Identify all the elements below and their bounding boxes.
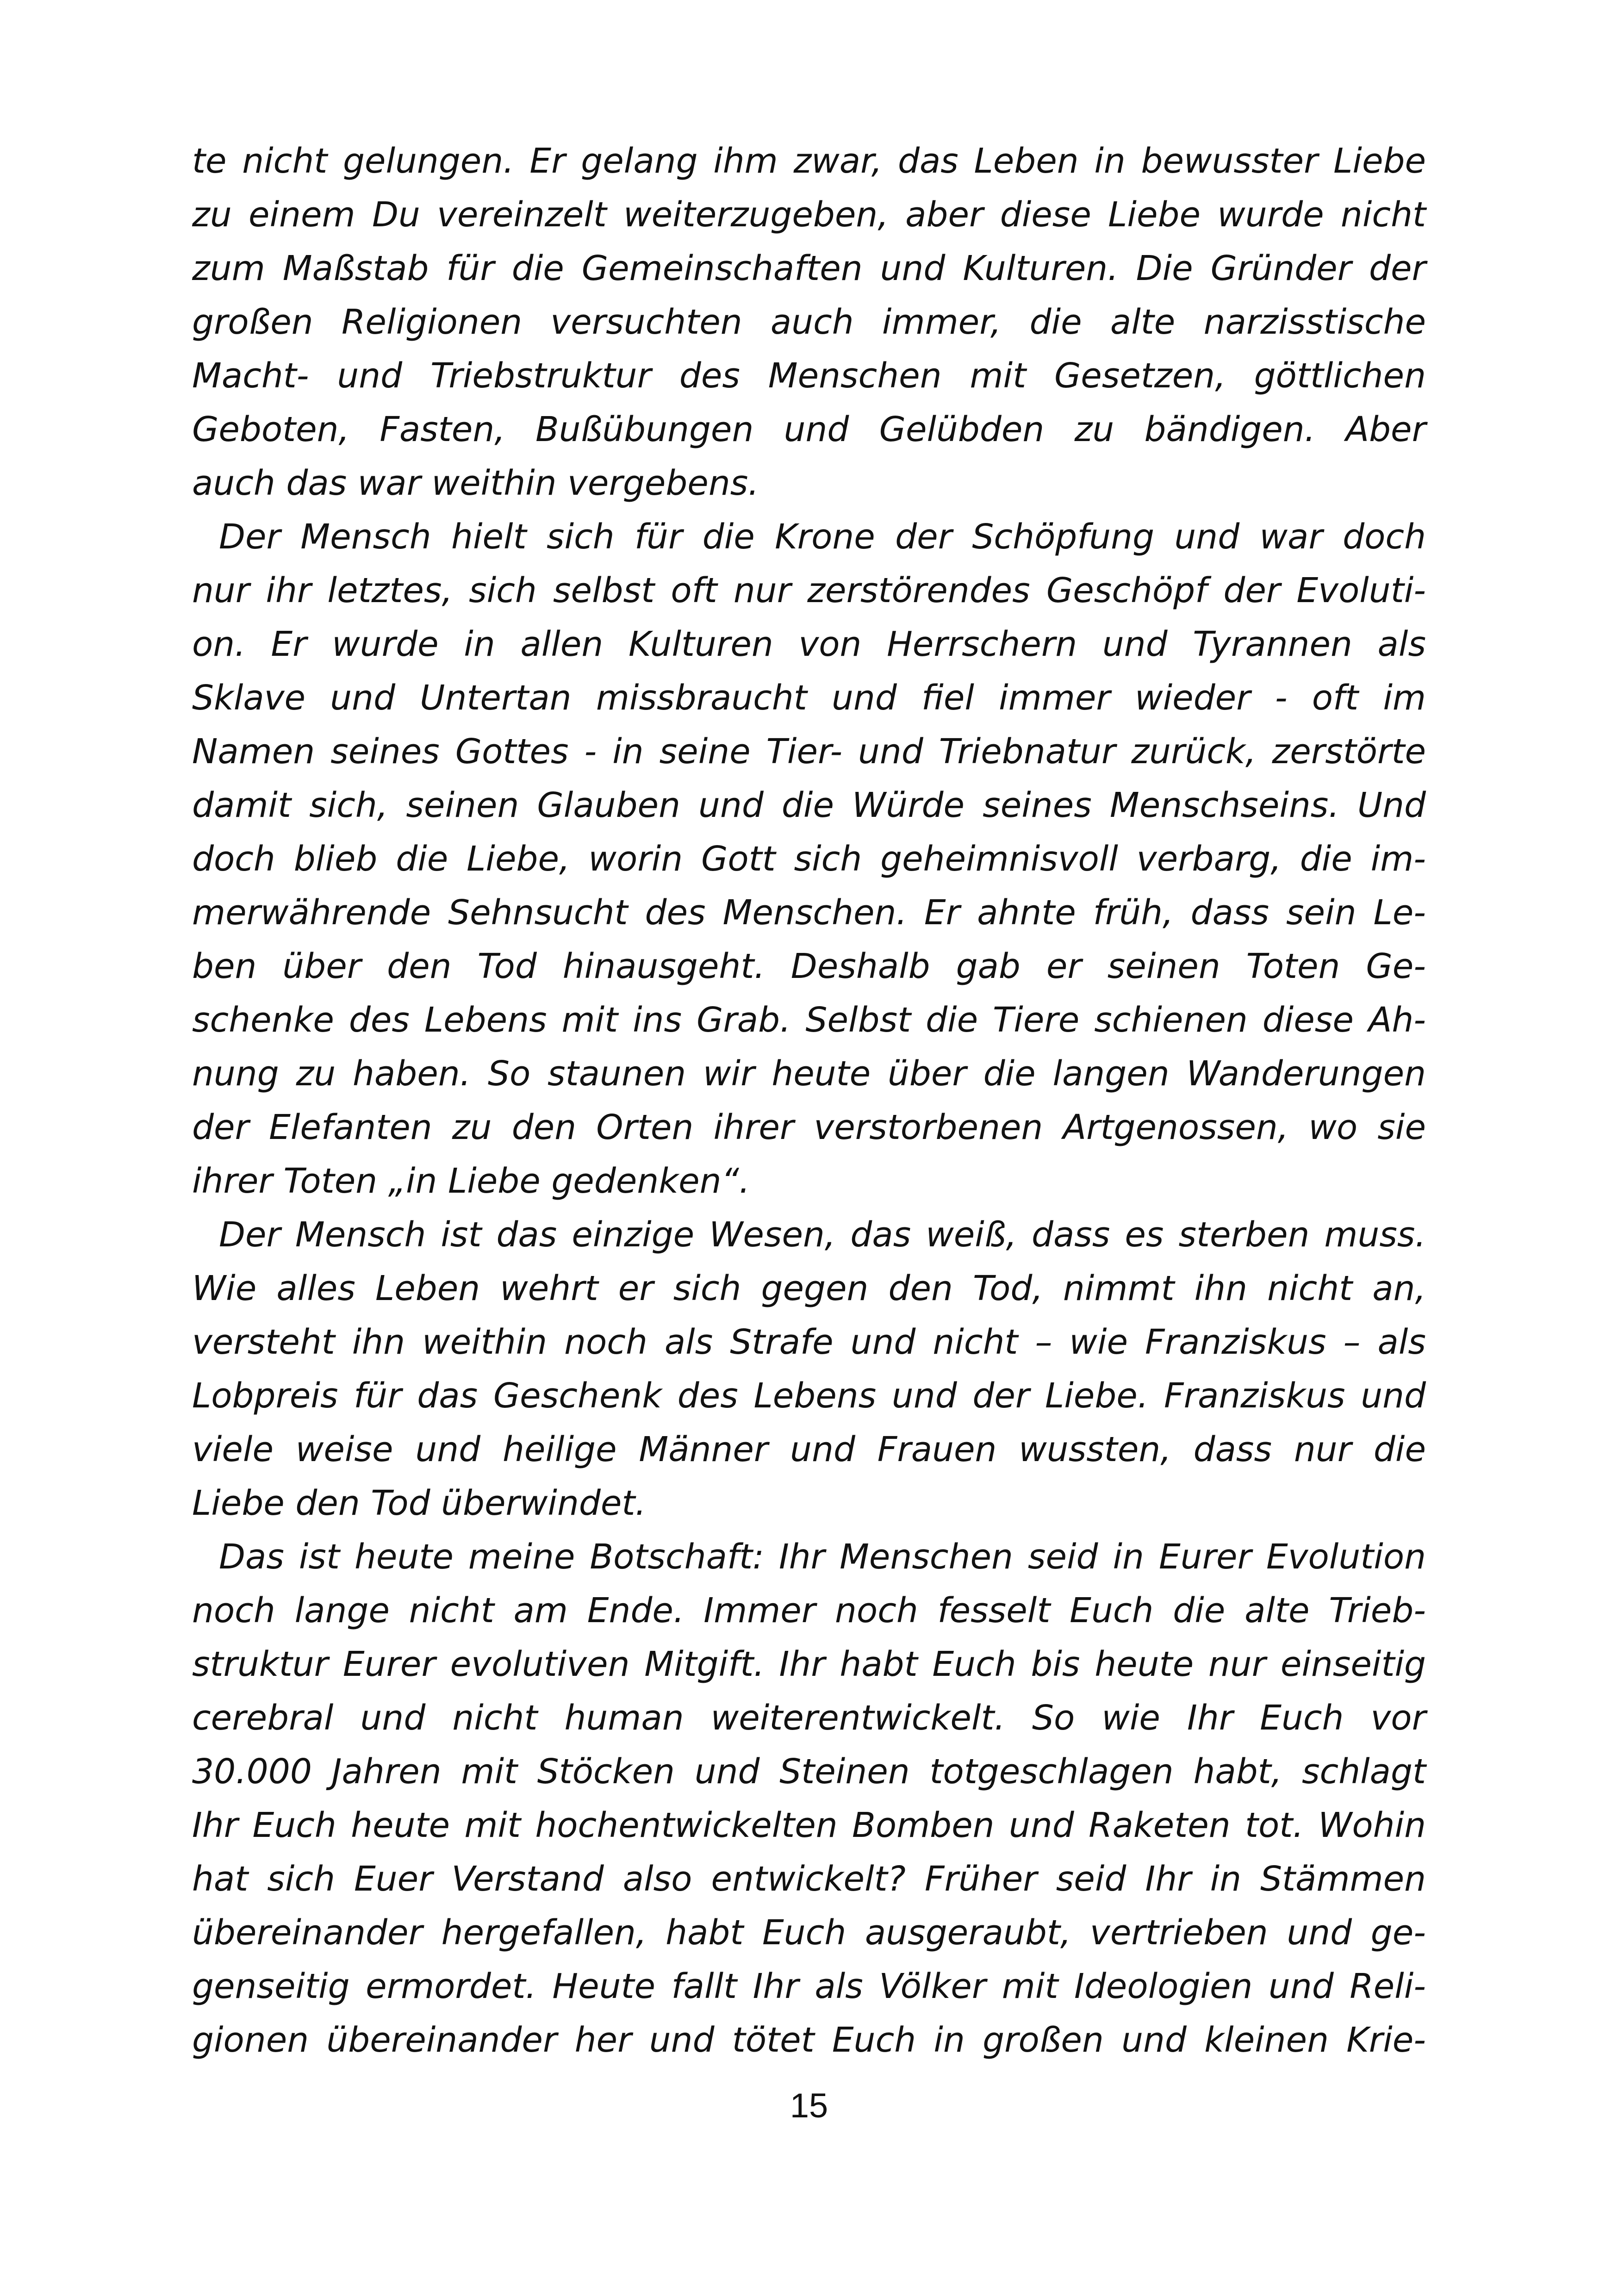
text-line: damit sich, seinen Glauben und die Würde seines Menschseins. Und bbox=[192, 785, 1426, 825]
text-line: genseitig ermordet. Heute fallt Ihr als Völker mit Ideologien und Reli- bbox=[192, 1966, 1426, 2006]
text-line: schenke des Lebens mit ins Grab. Selbst die Tiere schienen diese Ah- bbox=[192, 1000, 1426, 1040]
text-line: Macht- und Triebstruktur des Menschen mit Gesetzen, göttlichen bbox=[192, 356, 1426, 396]
paragraph-first-line: Das ist heute meine Botschaft: Ihr Menschen seid in Eurer Evolution bbox=[219, 1537, 1426, 1577]
paragraph-first-line: Der Mensch hielt sich für die Krone der Schöpfung und war doch bbox=[219, 517, 1426, 557]
page-number: 15 bbox=[790, 2086, 828, 2125]
text-line: viele weise und heilige Männer und Frauen wussten, dass nur die bbox=[192, 1430, 1426, 1469]
text-line: versteht ihn weithin noch als Strafe und nicht – wie Franziskus – als bbox=[192, 1322, 1426, 1362]
text-line: zu einem Du vereinzelt weiterzugeben, aber diese Liebe wurde nicht bbox=[192, 195, 1426, 235]
text-line: doch blieb die Liebe, worin Gott sich geheimnisvoll verbarg, die im- bbox=[192, 839, 1426, 879]
text-line: te nicht gelungen. Er gelang ihm zwar, das Leben in bewusster Liebe bbox=[192, 141, 1426, 181]
text-line: Lobpreis für das Geschenk des Lebens und der Liebe. Franziskus und bbox=[192, 1376, 1426, 1416]
text-line: nur ihr letztes, sich selbst oft nur zerstörendes Geschöpf der Evoluti- bbox=[192, 571, 1426, 610]
text-line: auch das war weithin vergebens. bbox=[192, 463, 759, 503]
text-line: Liebe den Tod überwindet. bbox=[192, 1483, 646, 1523]
text-line: gionen übereinander her und tötet Euch in großen und kleinen Krie- bbox=[192, 2020, 1426, 2060]
text-line: on. Er wurde in allen Kulturen von Herrschern und Tyrannen als bbox=[192, 624, 1426, 664]
text-line: zum Maßstab für die Gemeinschaften und Kulturen. Die Gründer der bbox=[192, 249, 1426, 288]
text-line: cerebral und nicht human weiterentwickelt. So wie Ihr Euch vor bbox=[192, 1698, 1426, 1738]
text-line: noch lange nicht am Ende. Immer noch fesselt Euch die alte Trieb- bbox=[192, 1591, 1426, 1630]
text-line: 30.000 Jahren mit Stöcken und Steinen totgeschlagen habt, schlagt bbox=[192, 1752, 1426, 1792]
text-line: merwährende Sehnsucht des Menschen. Er ahnte früh, dass sein Le- bbox=[192, 893, 1426, 933]
paragraph-first-line: Der Mensch ist das einzige Wesen, das weiß, dass es sterben muss. bbox=[219, 1215, 1426, 1255]
text-line: hat sich Euer Verstand also entwickelt? Früher seid Ihr in Stämmen bbox=[192, 1859, 1426, 1899]
text-line: struktur Eurer evolutiven Mitgift. Ihr habt Euch bis heute nur einseitig bbox=[192, 1644, 1426, 1684]
text-line: Wie alles Leben wehrt er sich gegen den Tod, nimmt ihn nicht an, bbox=[192, 1269, 1426, 1308]
text-line: der Elefanten zu den Orten ihrer verstorbenen Artgenossen, wo sie bbox=[192, 1108, 1426, 1147]
text-line: Geboten, Fasten, Bußübungen und Gelübden zu bändigen. Aber bbox=[192, 410, 1426, 449]
text-line: großen Religionen versuchten auch immer, die alte narzisstische bbox=[192, 302, 1426, 342]
text-line: ihrer Toten „in Liebe gedenken“. bbox=[192, 1161, 750, 1201]
text-line: ben über den Tod hinausgeht. Deshalb gab er seinen Toten Ge- bbox=[192, 946, 1426, 986]
text-line: Namen seines Gottes - in seine Tier- und Triebnatur zurück, zerstörte bbox=[192, 732, 1426, 772]
text-line: nung zu haben. So staunen wir heute über die langen Wanderungen bbox=[192, 1054, 1426, 1094]
text-line: Ihr Euch heute mit hochentwickelten Bomben und Raketen tot. Wohin bbox=[192, 1805, 1426, 1845]
text-line: Sklave und Untertan missbraucht und fiel immer wieder - oft im bbox=[192, 678, 1426, 718]
text-line: übereinander hergefallen, habt Euch ausgeraubt, vertrieben und ge- bbox=[192, 1913, 1426, 1953]
